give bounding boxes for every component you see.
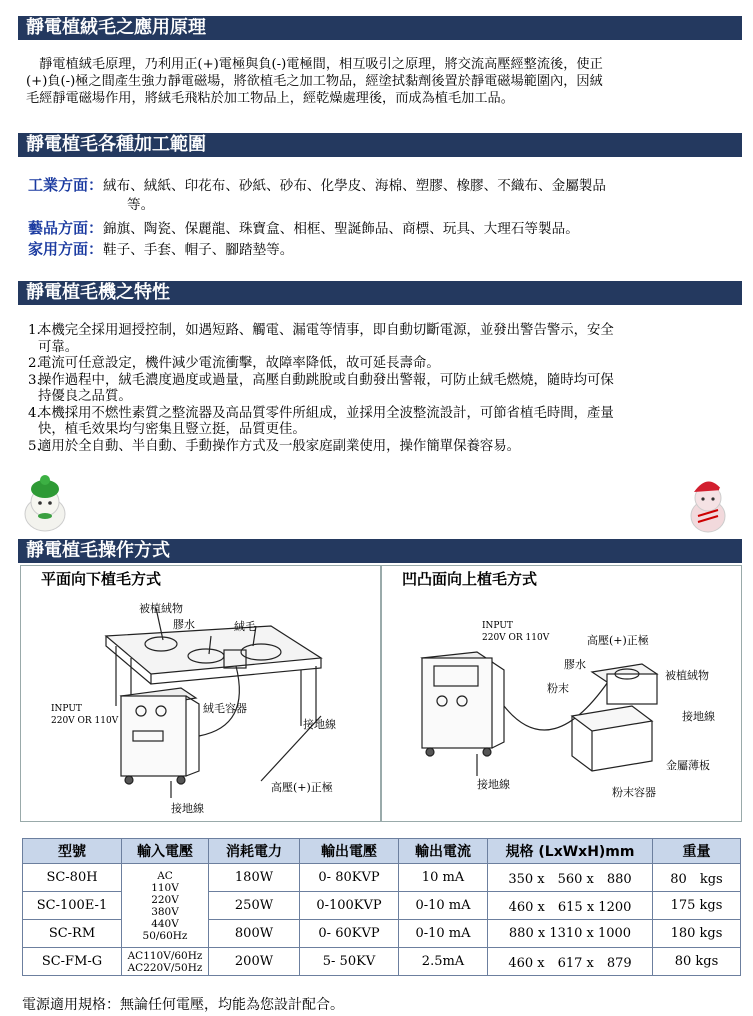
feature-item — [28, 373, 734, 406]
col-output-voltage: 輸出電壓 — [300, 839, 399, 864]
section-heading-features: 靜電植毛機之特性 — [18, 281, 742, 305]
feature-line: 持優良之品質。 — [38, 389, 132, 404]
col-size: 規格 (LxWxH)mm — [488, 839, 653, 864]
label-object: 被植絨物 — [139, 602, 183, 615]
range-label: 家用方面： — [28, 240, 104, 258]
voltage-line: AC — [157, 869, 173, 882]
cell-output-voltage: 0- 80KVP — [300, 864, 399, 892]
table-row — [23, 948, 741, 976]
col-model: 型號 — [23, 839, 122, 864]
cell-output-current: 2.5mA — [399, 948, 488, 976]
feature-line: 本機完全採用迴授控制，如遇短路、觸電、漏電等情事，即自動切斷電源，並發出警告警示，安全 — [38, 323, 614, 338]
features-list — [28, 323, 734, 455]
col-weight: 重量 — [653, 839, 741, 864]
label-glue: 膠水 — [173, 618, 195, 631]
label-hv: 高壓(+)正極 — [271, 781, 333, 794]
label-ground: 接地線 — [303, 718, 336, 731]
feature-number: 1. — [28, 323, 41, 338]
table-row — [23, 864, 741, 892]
table-header-row — [23, 839, 741, 864]
cell-output-voltage: 0- 60KVP — [300, 920, 399, 948]
cell-output-current: 0-10 mA — [399, 892, 488, 920]
cell-weight: 180 kgs — [653, 920, 741, 948]
cell-size: 460 x 617 x 879 — [488, 948, 653, 976]
spec-table — [22, 838, 741, 976]
cell-power: 250W — [209, 892, 300, 920]
footer-note: 電源適用規格：無論任何電壓，均能為您設計配合。 — [22, 997, 344, 1013]
feature-item — [28, 356, 734, 373]
principle-line: (+)負(-)極之間產生強力靜電磁場，將欲植毛之加工物品，經塗拭黏劑後置於靜電磁場範圍內，因絨 — [26, 74, 603, 89]
cell-output-current: 10 mA — [399, 864, 488, 892]
section-heading-ranges: 靜電植毛各種加工範圍 — [18, 133, 742, 157]
cell-power: 180W — [209, 864, 300, 892]
label-object: 被植絨物 — [665, 669, 709, 682]
relief-up-machine-illustration — [382, 566, 741, 821]
cell-input-voltage — [122, 864, 209, 948]
principle-line: 毛經靜電磁場作用，將絨毛飛粘於加工物品上，經乾燥處理後，而成為植毛加工品。 — [26, 91, 514, 106]
voltage-line: 220V — [151, 893, 179, 906]
feature-line: 操作過程中，絨毛濃度過度或過量，高壓自動跳脫或自動發出警報，可防止絨毛燃燒，隨時均可保 — [38, 372, 614, 388]
diagram-flat-down — [20, 565, 381, 822]
flat-down-machine-illustration — [21, 566, 380, 821]
cell-size: 880 x 1310 x 1000 — [488, 920, 653, 948]
range-text: 鞋子、手套、帽子、腳踏墊等。 — [103, 242, 294, 258]
feature-number: 4. — [28, 405, 41, 421]
voltage-line: 440V — [151, 917, 179, 930]
cell-size: 460 x 615 x 1200 — [488, 892, 653, 920]
range-label: 藝品方面： — [28, 219, 104, 237]
feature-line: 本機採用不燃性素質之整流器及高品質零件所組成，並採用全波整流設計，可節省植毛時間，產量 — [38, 405, 614, 421]
principle-line: 靜電植絨毛原理，乃利用正(+)電極與負(-)電極間，相互吸引之原理，將交流高壓經整流後，使正 — [26, 57, 603, 72]
voltage-line: AC220V/50Hz — [127, 961, 203, 974]
feature-line: 適用於全自動、半自動、手動操作方式及一般家庭副業使用，操作簡單保養容易。 — [38, 438, 521, 454]
col-power: 消耗電力 — [209, 839, 300, 864]
feature-line: 電流可任意設定，機件減少電流衝擊，故障率降低，故可延長壽命。 — [38, 356, 440, 371]
cell-model: SC-100E-1 — [23, 892, 122, 920]
label-powder-box: 粉末容器 — [612, 786, 656, 799]
feature-item — [28, 439, 734, 456]
range-home — [28, 240, 293, 260]
cell-power: 200W — [209, 948, 300, 976]
label-voltage: 220V OR 110V — [482, 633, 550, 643]
range-label: 工業方面： — [28, 176, 104, 194]
feature-line: 可靠。 — [38, 339, 79, 355]
diagram-relief-up — [381, 565, 742, 822]
label-flock: 絨毛 — [234, 620, 256, 633]
label-voltage: 220V OR 110V — [51, 716, 119, 726]
range-industrial-cont: 等。 — [127, 197, 155, 213]
cell-size: 350 x 560 x 880 — [488, 864, 653, 892]
feature-number: 3. — [28, 372, 41, 388]
principle-paragraph — [26, 56, 736, 107]
label-input: INPUT — [482, 621, 513, 631]
section-heading-operation: 靜電植毛操作方式 — [18, 539, 742, 563]
cell-input-voltage — [122, 948, 209, 976]
cell-output-current: 0-10 mA — [399, 920, 488, 948]
label-hv: 高壓(+)正極 — [587, 634, 649, 647]
cell-model: SC-80H — [23, 864, 122, 892]
range-text: 絨布、絨紙、印花布、砂紙、砂布、化學皮、海棉、塑膠、橡膠、不織布、金屬製品 — [103, 178, 606, 194]
col-output-current: 輸出電流 — [399, 839, 488, 864]
diagram-title: 平面向下植毛方式 — [41, 570, 162, 588]
label-container: 絨毛容器 — [203, 702, 247, 715]
label-ground: 接地線 — [171, 802, 204, 815]
range-text: 錦旗、陶瓷、保麗龍、珠寶盒、相框、聖誕飾品、商標、玩具、大理石等製品。 — [103, 221, 579, 237]
label-powder: 粉末 — [547, 682, 569, 695]
col-input-voltage: 輸入電壓 — [122, 839, 209, 864]
voltage-line: 380V — [151, 905, 179, 918]
voltage-line: AC110V/60Hz — [127, 949, 203, 962]
feature-number: 5. — [28, 438, 41, 454]
feature-number: 2. — [28, 356, 41, 371]
cell-weight: 175 kgs — [653, 892, 741, 920]
range-industrial — [28, 176, 606, 196]
range-craft — [28, 219, 579, 239]
cell-model: SC-RM — [23, 920, 122, 948]
cell-output-voltage: 0-100KVP — [300, 892, 399, 920]
feature-item — [28, 406, 734, 439]
label-ground: 接地線 — [477, 778, 510, 791]
cell-output-voltage: 5- 50KV — [300, 948, 399, 976]
green-hat-bear-icon — [14, 472, 76, 534]
feature-item — [28, 323, 734, 356]
label-plate: 金屬薄板 — [666, 759, 710, 772]
voltage-line: 110V — [151, 881, 179, 894]
cell-power: 800W — [209, 920, 300, 948]
diagram-title: 凹凸面向上植毛方式 — [402, 570, 538, 588]
feature-line: 快，植毛效果均勻密集且豎立挺，品質更佳。 — [38, 422, 306, 437]
santa-bear-icon — [676, 470, 740, 536]
label-glue: 膠水 — [564, 658, 586, 671]
cell-weight: 80 kgs — [653, 948, 741, 976]
voltage-line: 50/60Hz — [142, 929, 188, 942]
cell-model: SC-FM-G — [23, 948, 122, 976]
label-input: INPUT — [51, 704, 82, 714]
label-ground: 接地線 — [682, 710, 715, 723]
cell-weight: 80 kgs — [653, 864, 741, 892]
section-heading-principle: 靜電植絨毛之應用原理 — [18, 16, 742, 40]
